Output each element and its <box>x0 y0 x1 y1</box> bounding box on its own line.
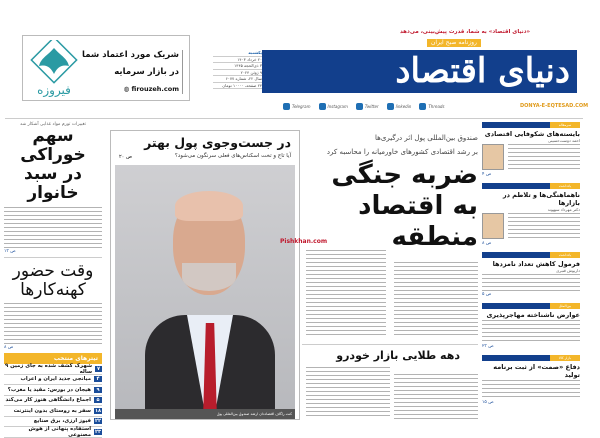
pick-item[interactable] <box>4 364 102 375</box>
pages-price: ۲۴ صفحه، ۱۰۰۰۰ تومان <box>213 83 262 90</box>
linkedin-icon <box>387 103 394 110</box>
sidebar-item[interactable] <box>482 252 580 298</box>
author-photo <box>482 144 504 170</box>
article-body <box>306 250 386 336</box>
section-tag: بین‌الملل <box>550 303 580 309</box>
divider <box>182 50 183 94</box>
photo-story-title[interactable]: در جست‌وجوی پول بهتر <box>144 135 291 150</box>
masthead-tagline: روزنامه صبح ایران <box>427 39 481 47</box>
pick-item[interactable] <box>4 406 102 417</box>
social-label: Telegram <box>292 103 311 109</box>
page-ref: ص ۲۰ <box>119 154 133 160</box>
sidebar-item[interactable] <box>482 303 580 350</box>
section-tag: یادداشت <box>550 252 580 258</box>
firouzeh-ad[interactable] <box>22 35 190 101</box>
sidebar-title: بایسته‌های شکوفایی اقتصادی <box>484 130 580 138</box>
pick-item[interactable] <box>4 375 102 386</box>
author-photo <box>482 213 504 239</box>
article-body <box>306 367 390 419</box>
main-headline-line1: ضربه جنگی <box>331 160 478 190</box>
section-bar <box>482 183 580 189</box>
right-sidebar <box>482 122 580 406</box>
watermark: Pishkhan.com <box>280 238 328 245</box>
date-gregorian: ۹ ژوئن ۲۰۲۴ <box>213 70 262 77</box>
left-kicker: تغییرات تورم مواد غذایی آشکار شد <box>20 122 86 127</box>
article-body <box>4 303 102 345</box>
header-divider <box>5 118 583 119</box>
date-shamsi: ۲۰ خرداد ۱۴۰۳ <box>213 57 262 64</box>
photo-caption: کنت راگاف اقتصاددان ارشد صندوق بین‌المللی پول <box>115 409 295 419</box>
pick-item[interactable] <box>4 385 102 396</box>
threads-icon <box>419 103 426 110</box>
social-instagram[interactable] <box>319 100 348 112</box>
social-label: Threads <box>428 103 445 109</box>
pick-number: ۲۳ <box>94 428 102 435</box>
social-links <box>283 100 513 112</box>
svg-text:فیروزه: فیروزه <box>37 83 71 97</box>
section-bar <box>482 303 580 309</box>
social-threads[interactable] <box>419 100 444 112</box>
ad-url[interactable]: ◍ firouzeh.com <box>123 85 179 93</box>
telegram-icon <box>283 103 290 110</box>
left-headline1[interactable]: سهم خوراکی <box>20 126 86 165</box>
sidebar-author: داریوش قنبری <box>556 268 580 273</box>
section-tag: بازار کالا <box>550 355 580 361</box>
pick-text: سفر به روستای بدون اینترنت <box>13 407 91 414</box>
pick-item[interactable] <box>4 396 102 407</box>
main-kicker2: بر رشد اقتصادی کشورهای خاورمیانه را محاسبه کرد <box>326 148 478 156</box>
ad-line1: شریک مورد اعتماد شما <box>82 50 179 60</box>
date-hijri: ۳ ذی‌الحجه ۱۴۴۵ <box>213 63 262 70</box>
sidebar-item[interactable] <box>482 183 580 247</box>
main-headline[interactable] <box>302 160 478 253</box>
page-ref: ص ۲۳ <box>482 344 494 349</box>
social-label: linkedin <box>395 103 412 109</box>
pick-text: استفاده پنهانی از هوش مصنوعی <box>28 425 92 438</box>
picks-header: تیترهای منتخب <box>4 353 102 364</box>
section-tag: سرمقاله <box>550 122 580 128</box>
twitter-icon <box>356 103 363 110</box>
pick-text: اجماع دانشگاهی هنوز کار می‌کند <box>5 397 91 404</box>
social-telegram[interactable] <box>283 100 311 112</box>
page-ref: ص ۴ <box>482 172 492 177</box>
section-tag: یادداشت <box>550 183 580 189</box>
second-headline[interactable]: دهه طلایی بازار خودرو <box>336 349 460 362</box>
sidebar-title: ناهماهنگی‌ها و تلاطم در بازارها <box>502 191 580 207</box>
page-ref: ص ۱۵ <box>482 400 494 405</box>
left-column <box>4 122 102 438</box>
left-headline2[interactable]: وقت حضور <box>12 261 94 281</box>
sidebar-title: عوارض ناشناخته مهاجرپذیری <box>486 311 580 319</box>
pick-number: ۷ <box>96 365 101 372</box>
page-ref: ص ۸ <box>482 241 492 246</box>
sidebar-author: دکتر مهرداد سپهوند <box>547 207 580 212</box>
photo-story[interactable] <box>110 130 300 420</box>
social-twitter[interactable] <box>356 100 379 112</box>
pick-number: ۱۸ <box>94 407 102 414</box>
social-linkedin[interactable] <box>387 100 412 112</box>
picks-list <box>4 364 102 438</box>
article-body <box>394 374 478 419</box>
ad-line2: در بازار سرمایه <box>114 67 179 77</box>
social-label: Twitter <box>364 103 379 109</box>
instagram-icon <box>319 103 326 110</box>
sidebar-title: دفاع «صمت» از ثبت برنامه تولید <box>493 363 580 379</box>
pick-text: فیوز ارزی، برق صنایع <box>33 418 91 425</box>
section-bar <box>482 355 580 361</box>
pick-text: میانجی جدید ایران و اعراب <box>20 376 91 383</box>
main-headline-line2: به اقتصاد منطقه <box>358 191 478 252</box>
social-label: Instagram <box>327 103 348 109</box>
main-kicker1: صندوق بین‌المللی پول اثر درگیری‌ها <box>375 134 478 142</box>
pick-text: هیجان در بورس: مقید یا مغرب؟ <box>7 386 91 393</box>
page-ref: ص ۸ <box>4 345 14 350</box>
ad-url-text: firouzeh.com <box>131 85 179 93</box>
sidebar-body <box>482 274 580 292</box>
page-ref: ص ۵ <box>482 292 492 297</box>
sidebar-title: فرمول کاهش تعداد نامزدها <box>492 260 580 268</box>
article-body <box>394 262 478 336</box>
page-ref-number: ۸ <box>4 345 7 350</box>
pick-number: ۹ <box>94 387 102 393</box>
left-headline2b[interactable]: کهنه‌کارها <box>20 280 86 300</box>
pick-number: ۲۲ <box>94 418 102 425</box>
section-bar <box>482 252 580 258</box>
sidebar-author: احمد دوست‌حسینی <box>547 138 580 143</box>
sidebar-body <box>482 320 580 344</box>
firouzeh-logo <box>27 40 81 98</box>
article-body <box>4 207 102 249</box>
portrait-photo <box>115 165 295 409</box>
page-ref: ص ۱۳ <box>4 249 16 254</box>
pick-number: ۴ <box>94 376 102 382</box>
left-headline1b[interactable]: در سبد خانوار <box>24 164 82 203</box>
masthead-slogan: «دنیای اقتصاد» به شما، قدرت پیش‌بینی، می‌دهد <box>400 29 531 35</box>
date-box <box>213 50 262 93</box>
page-ref-number: ۱۳ <box>4 249 9 254</box>
website-link[interactable]: DONYA-E-EQTESAD.COM <box>520 103 589 109</box>
sidebar-item[interactable] <box>482 355 580 406</box>
masthead-title: دنیای اقتصاد <box>395 51 570 91</box>
pick-item[interactable] <box>4 427 102 438</box>
sidebar-body <box>482 380 580 400</box>
section-bar <box>482 122 580 128</box>
main-story <box>280 122 478 427</box>
pick-text: شهرک‌ کشف شده به جای زمین ۹ ساله <box>5 362 93 375</box>
pick-number: ۵ <box>94 397 102 403</box>
sidebar-item[interactable] <box>482 122 580 178</box>
photo-story-subtitle: آیا تاج و تخت اسکناس‌های فعلی سرنگون می‌شود؟ <box>174 153 291 159</box>
issue-number: سال ۲۲، شماره ۶۰۷۷ <box>213 76 262 83</box>
weekday: یکشنبه <box>213 50 262 57</box>
